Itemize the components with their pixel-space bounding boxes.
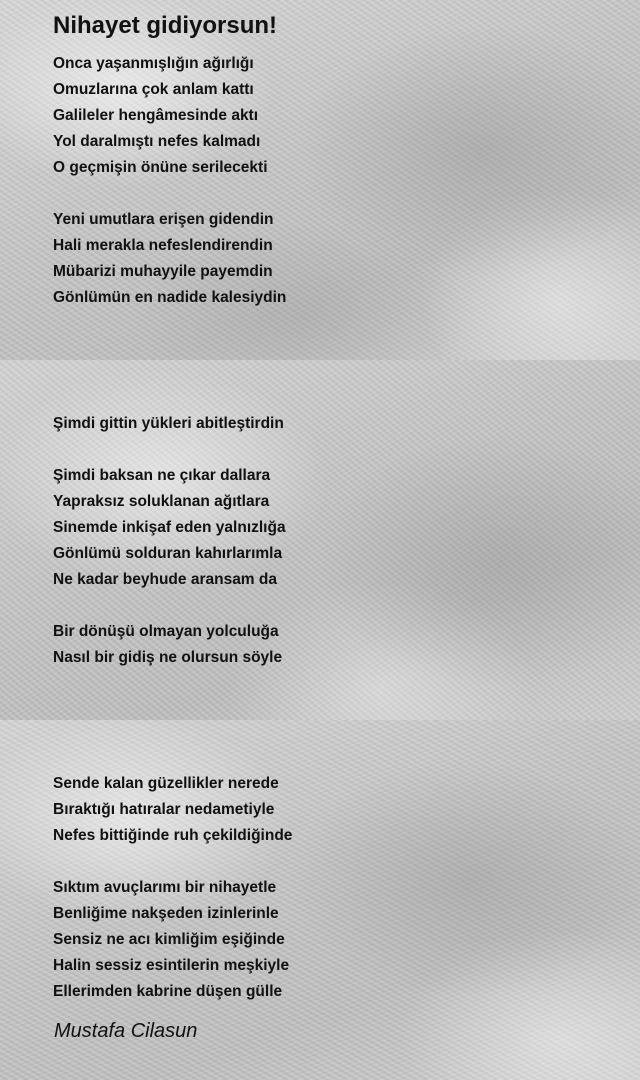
stanza-6 (53, 771, 292, 849)
stanza-2 (53, 207, 286, 311)
stanza-7 (53, 875, 289, 1005)
poem-line: Ne kadar beyhude aransam da (53, 571, 277, 588)
poem-line: Şimdi baksan ne çıkar dallara (53, 467, 271, 484)
poem-line: Nefes bittiğinde ruh çekildiğinde (53, 827, 293, 844)
poem-author: Mustafa Cilasun (54, 1020, 198, 1042)
poem-panel-2 (0, 360, 640, 720)
poem-line: Mübarizi muhayyile payemdin (53, 263, 273, 280)
stanza-5 (53, 619, 282, 671)
poem-line: Bir dönüşü olmayan yolculuğa (53, 623, 279, 640)
poem-line: Onca yaşanmışlığın ağırlığı (53, 55, 254, 72)
poem-panel-3 (0, 720, 640, 1080)
poem-line: Gönlümün en nadide kalesiydin (53, 289, 287, 306)
poem-line: Benliğime nakşeden izinlerinle (53, 905, 279, 922)
poem-line: Sıktım avuçlarımı bir nihayetle (53, 879, 277, 896)
poem-line: Şimdi gittin yükleri abitleştirdin (53, 415, 284, 432)
poem-line: Yapraksız soluklanan ağıtlara (53, 493, 270, 510)
poem-line: Halin sessiz esintilerin meşkiyle (53, 957, 290, 974)
stanza-3 (53, 411, 284, 437)
stanza-1 (53, 51, 268, 181)
poem-line: Sinemde inkişaf eden yalnızlığa (53, 519, 286, 536)
poem-line: Ellerimden kabrine düşen gülle (53, 983, 283, 1000)
stanza-4 (53, 463, 286, 593)
poem-line: Yol daralmıştı nefes kalmadı (53, 133, 261, 150)
poem-line: Hali merakla nefeslendirendin (53, 237, 273, 254)
poem-line: Bıraktığı hatıralar nedametiyle (53, 801, 275, 818)
poem-line: Sensiz ne acı kimliğim eşiğinde (53, 931, 285, 948)
poem-line: Yeni umutlara erişen gidendin (53, 211, 274, 228)
poem-line: O geçmişin önüne serilecekti (53, 159, 268, 176)
poem-panel-1 (0, 0, 640, 360)
poem-line: Galileler hengâmesinde aktı (53, 107, 259, 124)
poem-title: Nihayet gidiyorsun! (53, 12, 278, 39)
poem-line: Sende kalan güzellikler nerede (53, 775, 279, 792)
poem-line: Gönlümü solduran kahırlarımla (53, 545, 283, 562)
poem-line: Omuzlarına çok anlam kattı (53, 81, 254, 98)
poem-line: Nasıl bir gidiş ne olursun söyle (53, 649, 283, 666)
